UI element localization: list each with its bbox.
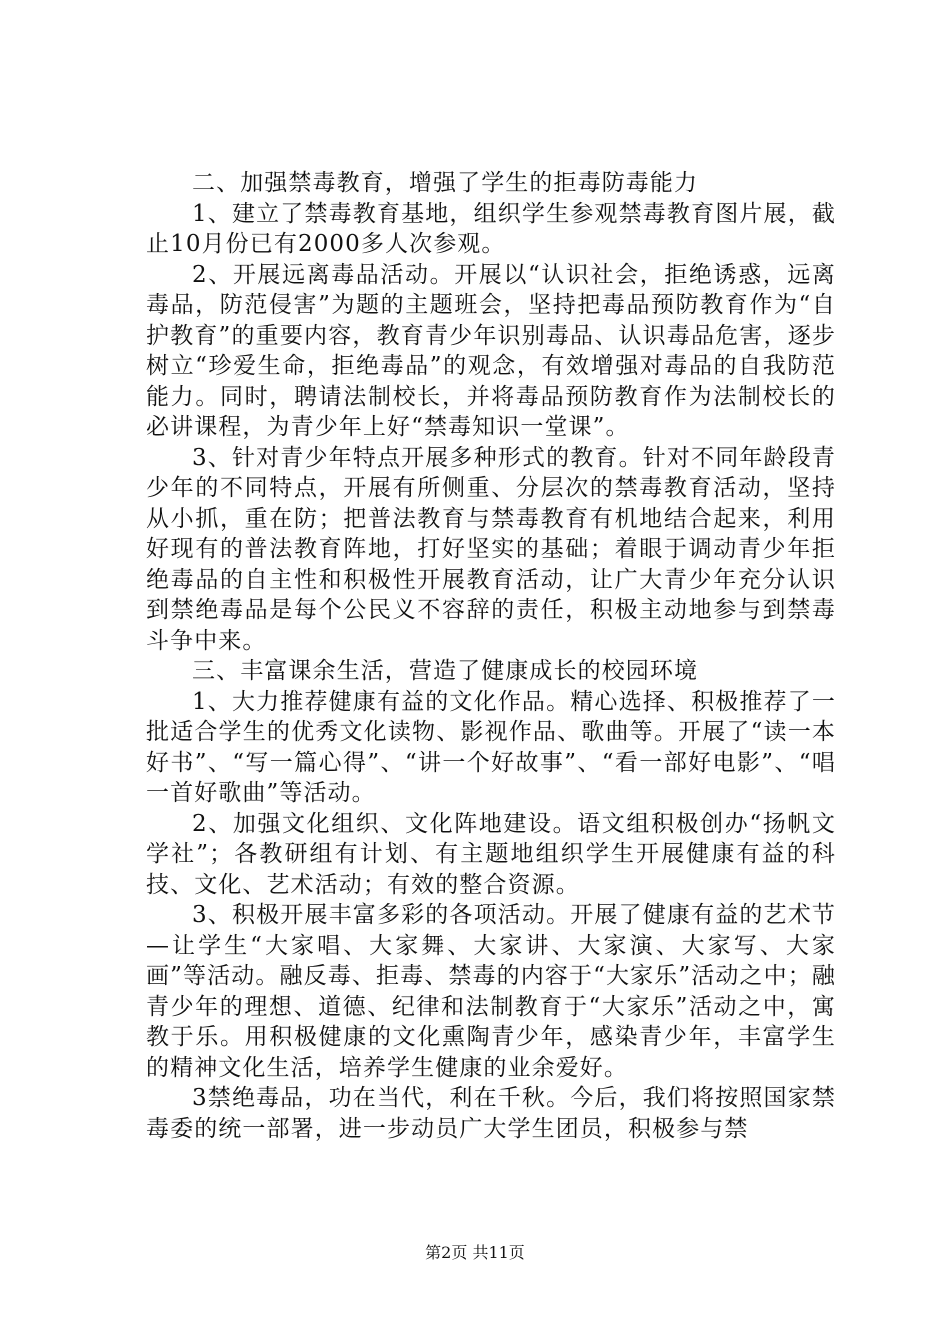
paragraph-youth-education: 3、针对青少年特点开展多种形式的教育。针对不同年龄段青少年的不同特点，开展有所侧重、分层次的禁毒教育活动，坚持从小抓，重在防；把普法教育与禁毒教育有机地结合起来，利用好现有的普法教育阵地，打好坚实的基础；着眼于调动青少年拒绝毒品的自主性和积极性开展教育活动，让广大青少年充分认识到禁绝毒品是每个公民义不容辞的责任，积极主动地参与到禁毒斗争中来。 (146, 444, 836, 654)
section-heading-3: 三、丰富课余生活，营造了健康成长的校园环境 (192, 658, 699, 684)
document-body (146, 168, 836, 1144)
paragraph-education-base: 1、建立了禁毒教育基地，组织学生参观禁毒教育图片展，截止10月份已有2000多人次参观。 (146, 200, 836, 257)
paragraph-cultural-works: 1、大力推荐健康有益的文化作品。精心选择、积极推荐了一批适合学生的优秀文化读物、影视作品、歌曲等。开展了“读一本好书”、“写一篇心得”、“讲一个好故事”、“看一部好电影”、“唱一首好歌曲”等活动。 (146, 688, 836, 806)
paragraph-conclusion: 3禁绝毒品，功在当代，利在千秋。今后，我们将按照国家禁毒委的统一部署，进一步动员广大学生团员，积极参与禁 (146, 1085, 836, 1142)
section-heading-2: 二、加强禁毒教育，增强了学生的拒毒防毒能力 (192, 170, 699, 196)
paragraph-cultural-organization: 2、加强文化组织、文化阵地建设。语文组积极创办“扬帆文学社”；各教研组有计划、有主题地组织学生开展健康有益的科技、文化、艺术活动；有效的整合资源。 (146, 810, 836, 898)
paragraph-activities: 3、积极开展丰富多彩的各项活动。开展了健康有益的艺术节—让学生“大家唱、大家舞、大家讲、大家演、大家写、大家画”等活动。融反毒、拒毒、禁毒的内容于“大家乐”活动之中；融青少年的理想、道德、纪律和法制教育于“大家乐”活动之中，寓教于乐。用积极健康的文化熏陶青少年，感染青少年，丰富学生的精神文化生活，培养学生健康的业余爱好。 (146, 902, 836, 1081)
page-footer: 第2页 共11页 (425, 1243, 525, 1262)
paragraph-anti-drug-activities: 2、开展远离毒品活动。开展以“认识社会，拒绝诱惑，远离毒品，防范侵害”为题的主题班会，坚持把毒品预防教育作为“自护教育”的重要内容，教育青少年识别毒品、认识毒品危害，逐步树立“珍爱生命，拒绝毒品”的观念，有效增强对毒品的自我防范能力。同时，聘请法制校长，并将毒品预防教育作为法制校长的必讲课程，为青少年上好“禁毒知识一堂课”。 (146, 261, 836, 440)
